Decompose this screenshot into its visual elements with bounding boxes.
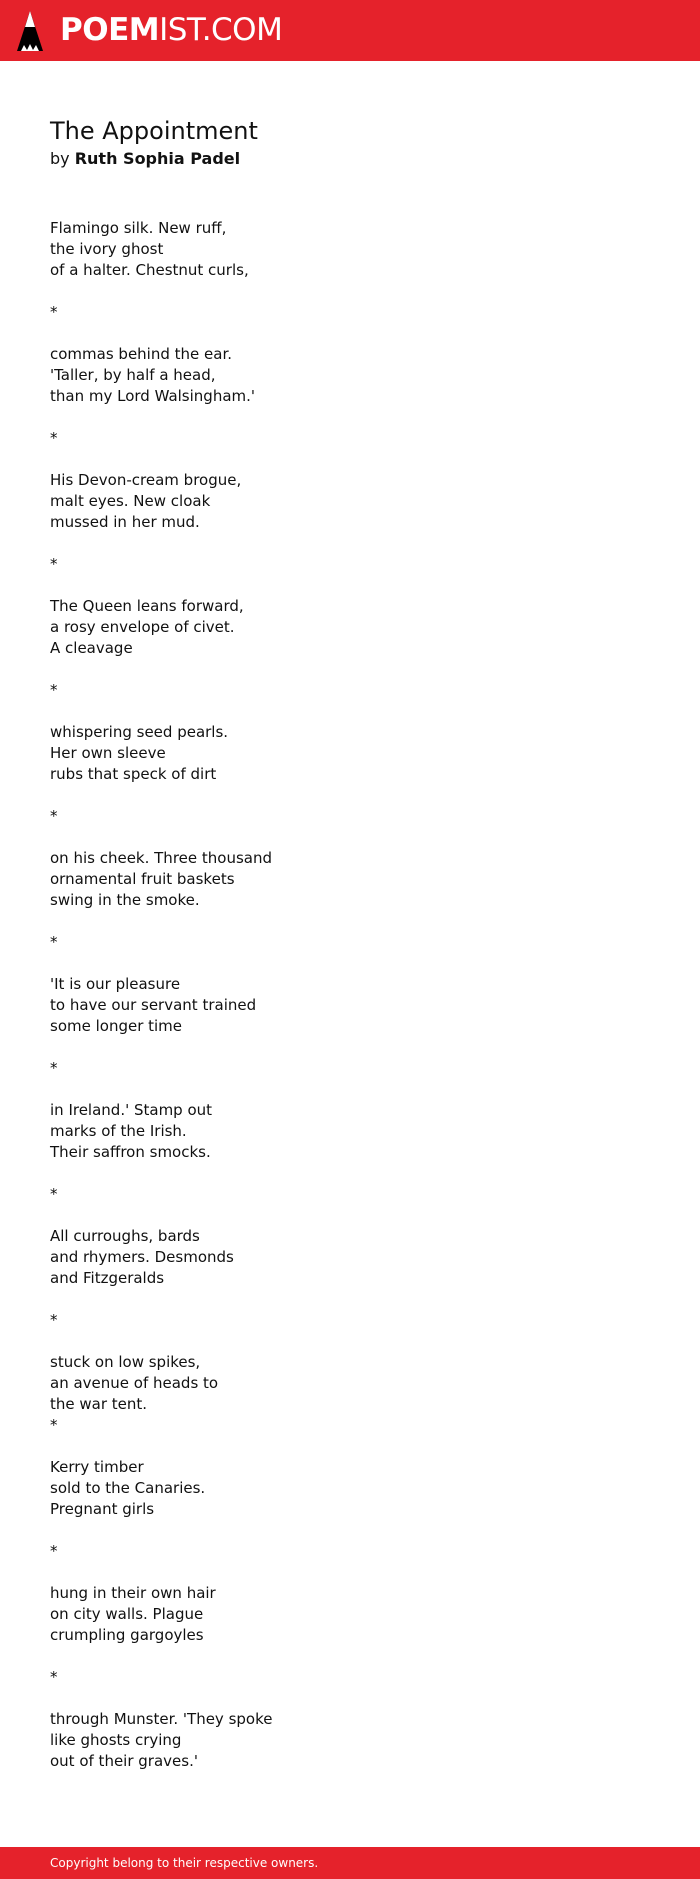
poem-line: Flamingo silk. New ruff,	[50, 219, 227, 237]
stanza-separator: *	[50, 1185, 58, 1203]
stanza	[50, 932, 650, 953]
poem-line: whispering seed pearls.	[50, 723, 229, 741]
poem-line: stuck on low spikes,	[50, 1353, 201, 1371]
poem-line: in Ireland.' Stamp out	[50, 1101, 213, 1119]
poem-line: like ghosts crying	[50, 1731, 182, 1749]
poem-line: through Munster. 'They spoke	[50, 1710, 273, 1728]
poem-line: and rhymers. Desmonds	[50, 1248, 234, 1266]
poem-line: the war tent.	[50, 1395, 148, 1413]
poem-line: Her own sleeve	[50, 744, 166, 762]
stanza	[50, 722, 650, 785]
stanza	[50, 1709, 650, 1772]
poem-line: A cleavage	[50, 639, 133, 657]
stanza	[50, 1310, 650, 1331]
stanza	[50, 806, 650, 827]
poem-line: The Queen leans forward,	[50, 597, 244, 615]
poem-title: The Appointment	[50, 117, 258, 145]
poem-line: rubs that speck of dirt	[50, 765, 217, 783]
poem-line: on city walls. Plague	[50, 1605, 204, 1623]
stanza	[50, 1583, 650, 1646]
poem-line: 'It is our pleasure	[50, 975, 181, 993]
stanza	[50, 470, 650, 533]
site-header	[0, 0, 700, 61]
poem-line: of a halter. Chestnut curls,	[50, 261, 249, 279]
stanza-separator: *	[50, 933, 58, 951]
byline	[50, 148, 650, 170]
stanza-separator: *	[50, 1311, 58, 1329]
poem-line: ornamental fruit baskets	[50, 870, 235, 888]
stanza	[50, 1541, 650, 1562]
stanza-separator: *	[50, 1416, 58, 1434]
poem-heading	[50, 114, 650, 170]
stanza	[50, 1352, 650, 1436]
by-prefix: by	[50, 149, 70, 168]
stanza-separator: *	[50, 1059, 58, 1077]
stanza	[50, 1058, 650, 1079]
copyright-text: Copyright belong to their respective owners.	[50, 1856, 319, 1870]
stanza	[50, 848, 650, 911]
poem-body	[50, 218, 650, 1793]
poem-line: some longer time	[50, 1017, 183, 1035]
poem-line: swing in the smoke.	[50, 891, 200, 909]
poem-line: 'Taller, by half a head,	[50, 366, 216, 384]
logo-light-text: IST.COM	[159, 12, 283, 48]
poem-line: than my Lord Walsingham.'	[50, 387, 256, 405]
stanza	[50, 218, 650, 281]
stanza	[50, 680, 650, 701]
poem-line: hung in their own hair	[50, 1584, 216, 1602]
stanza	[50, 302, 650, 323]
poem-line: His Devon-cream brogue,	[50, 471, 242, 489]
stanza-separator: *	[50, 429, 58, 447]
stanza	[50, 1100, 650, 1163]
stanza-separator: *	[50, 1668, 58, 1686]
logo-bold-text: POEM	[60, 12, 160, 48]
poem-line: an avenue of heads to	[50, 1374, 219, 1392]
poem-line: Their saffron smocks.	[50, 1143, 211, 1161]
stanza-separator: *	[50, 807, 58, 825]
stanza-separator: *	[50, 555, 58, 573]
poem-line: to have our servant trained	[50, 996, 257, 1014]
poem-line: sold to the Canaries.	[50, 1479, 206, 1497]
poem-line: Kerry timber	[50, 1458, 144, 1476]
stanza	[50, 974, 650, 1037]
stanza	[50, 554, 650, 575]
poem-line: marks of the Irish.	[50, 1122, 187, 1140]
poem-line: out of their graves.'	[50, 1752, 198, 1770]
poem-line: mussed in her mud.	[50, 513, 200, 531]
poem-line: malt eyes. New cloak	[50, 492, 211, 510]
stanza-separator: *	[50, 303, 58, 321]
stanza	[50, 1184, 650, 1205]
stanza	[50, 1667, 650, 1688]
stanza-separator: *	[50, 681, 58, 699]
stanza	[50, 1457, 650, 1520]
stanza	[50, 344, 650, 407]
stanza-separator: *	[50, 1542, 58, 1560]
poem-line: Pregnant girls	[50, 1500, 155, 1518]
poem-line: and Fitzgeralds	[50, 1269, 165, 1287]
stanza	[50, 1226, 650, 1289]
stanza	[50, 428, 650, 449]
stanza	[50, 596, 650, 659]
site-footer	[0, 1847, 700, 1879]
pencil-tip-icon[interactable]	[17, 11, 43, 51]
poem-line: on his cheek. Three thousand	[50, 849, 272, 867]
site-logo[interactable]	[60, 10, 282, 50]
poem-line: commas behind the ear.	[50, 345, 233, 363]
poem-line: a rosy envelope of civet.	[50, 618, 235, 636]
poem-line: crumpling gargoyles	[50, 1626, 204, 1644]
poem-line: the ivory ghost	[50, 240, 164, 258]
author-name[interactable]: Ruth Sophia Padel	[74, 149, 241, 168]
poem-line: All curroughs, bards	[50, 1227, 200, 1245]
